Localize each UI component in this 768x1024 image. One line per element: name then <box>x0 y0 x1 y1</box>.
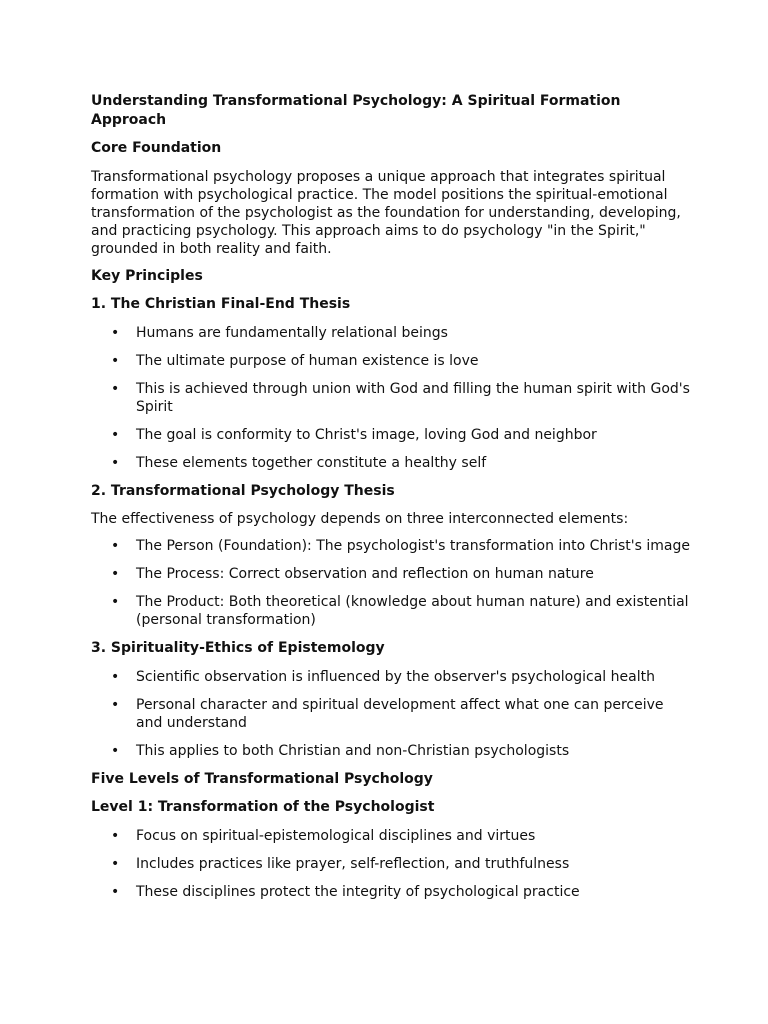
list-item <box>91 454 691 472</box>
list-item-text: The Product: Both theoretical (knowledge about human nature) and existential (personal transformation) <box>136 594 689 628</box>
list-item <box>91 827 691 845</box>
list-item-text: This is achieved through union with God and filling the human spirit with God's Spirit <box>136 380 690 415</box>
list-item-text: Includes practices like prayer, self-reflection, and truthfulness <box>136 855 570 872</box>
level1-heading: Level 1: Transformation of the Psychologist <box>91 799 435 815</box>
bullet-icon: • <box>111 742 120 759</box>
list-item <box>91 668 691 686</box>
list-item-text: The Person (Foundation): The psychologist's transformation into Christ's image <box>136 538 690 554</box>
key-principles-heading: Key Principles <box>91 267 203 284</box>
list-item-text: Focus on spiritual-epistemological disciplines and virtues <box>136 827 536 844</box>
section1-list <box>91 324 691 472</box>
bullet-icon: • <box>111 696 120 713</box>
list-item <box>91 426 691 444</box>
list-item-text: Personal character and spiritual development affect what one can perceive and understand <box>136 696 664 731</box>
document-title: Understanding Transformational Psychology: A Spiritual Formation Approach <box>91 93 621 128</box>
section2-intro: The effectiveness of psychology depends on three interconnected elements: <box>91 511 629 527</box>
bullet-icon: • <box>111 827 120 844</box>
bullet-icon: • <box>111 380 120 397</box>
list-item <box>91 324 691 342</box>
list-item-text: This applies to both Christian and non-Christian psychologists <box>136 742 570 759</box>
list-item-text: Scientific observation is influenced by the observer's psychological health <box>136 668 655 685</box>
bullet-icon: • <box>111 883 120 900</box>
list-item-text: The goal is conformity to Christ's image, loving God and neighbor <box>136 426 597 443</box>
bullet-icon: • <box>111 324 120 341</box>
level1-list <box>91 827 691 901</box>
bullet-icon: • <box>111 352 120 369</box>
list-item-text: The ultimate purpose of human existence is love <box>136 352 479 369</box>
list-item <box>91 742 691 760</box>
bullet-icon: • <box>111 594 120 610</box>
bullet-icon: • <box>111 454 120 471</box>
list-item <box>91 593 691 629</box>
bullet-icon: • <box>111 855 120 872</box>
core-foundation-heading: Core Foundation <box>91 140 222 156</box>
five-levels-heading: Five Levels of Transformational Psychology <box>91 770 433 787</box>
list-item-text: The Process: Correct observation and reflection on human nature <box>136 566 594 582</box>
list-item-text: These elements together constitute a healthy self <box>136 454 487 471</box>
section3-heading: 3. Spirituality-Ethics of Epistemology <box>91 640 385 656</box>
list-item <box>91 380 691 416</box>
bullet-icon: • <box>111 538 120 554</box>
list-item <box>91 352 691 370</box>
section1-heading: 1. The Christian Final-End Thesis <box>91 296 351 312</box>
section3-list <box>91 668 691 760</box>
list-item <box>91 565 691 583</box>
core-foundation-paragraph: Transformational psychology proposes a unique approach that integrates spiritual formation with psychological practice. The model positions the spiritual-emotional transformation of the psychologist as the foundation for understanding, developing, and practicing psychology. This approach aims to do psychology "in the Spirit," grounded in both reality and faith. <box>91 168 681 257</box>
section2-list <box>91 537 691 629</box>
list-item <box>91 855 691 873</box>
bullet-icon: • <box>111 566 120 582</box>
section2-heading: 2. Transformational Psychology Thesis <box>91 482 395 499</box>
list-item <box>91 537 691 555</box>
document-content <box>91 92 691 911</box>
bullet-icon: • <box>111 668 120 685</box>
list-item <box>91 883 691 901</box>
list-item-text: Humans are fundamentally relational beings <box>136 324 448 341</box>
list-item <box>91 696 691 732</box>
list-item-text: These disciplines protect the integrity of psychological practice <box>136 883 580 900</box>
bullet-icon: • <box>111 426 120 443</box>
